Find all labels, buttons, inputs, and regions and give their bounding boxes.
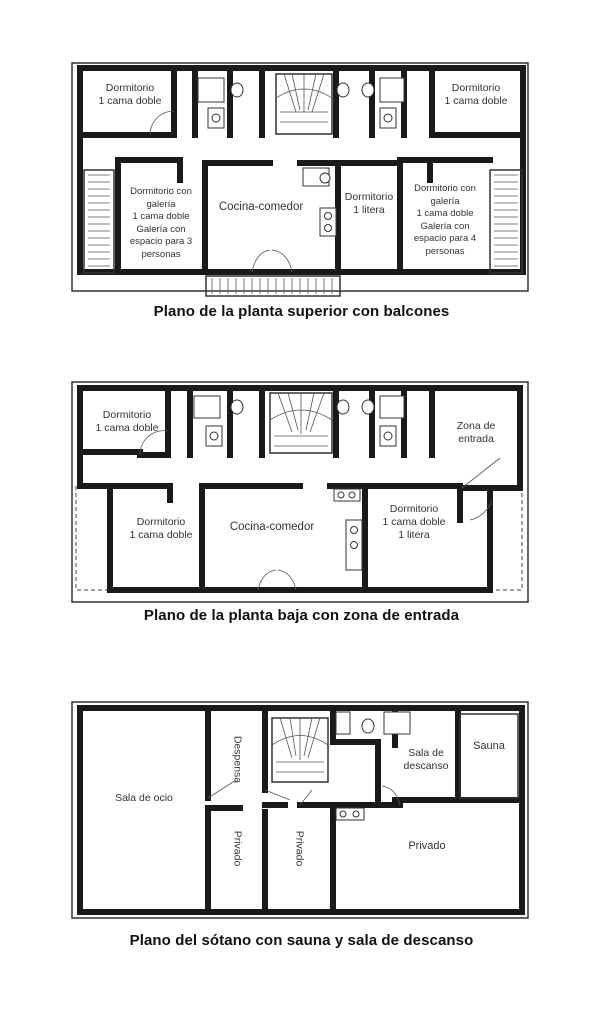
staircase-ground: [270, 393, 332, 453]
room-label-ground-bedroom-se: Dormitorio 1 cama doble 1 litera: [382, 503, 446, 541]
room-label-upper-kitchen: Cocina-comedor: [218, 201, 304, 213]
balcony-south: [206, 276, 340, 296]
room-label-basement-sauna: Sauna: [473, 740, 505, 752]
room-label-basement-private-1: Privado: [231, 830, 244, 867]
room-label-basement-leisure: Sala de ocio: [115, 792, 173, 804]
room-label-ground-entrance: Zona de entrada: [456, 420, 496, 445]
basement-caption: Plano del sótano con sauna y sala de descanso: [129, 932, 474, 949]
room-label-basement-private-2: Privado: [293, 830, 306, 867]
room-label-upper-bunk: Dormitorio 1 litera: [344, 191, 394, 216]
upper-floor-caption: Plano de la planta superior con balcones: [153, 303, 450, 320]
room-label-upper-gallery-w: Dormitorio con galería 1 cama doble Galería con espacio para 3 personas: [129, 186, 193, 260]
room-label-ground-bedroom-sw: Dormitorio 1 cama doble: [129, 516, 193, 541]
room-label-ground-bedroom-nw: Dormitorio 1 cama doble: [95, 409, 159, 434]
balcony-east: [490, 170, 522, 273]
room-label-upper-bedroom-nw: Dormitorio 1 cama doble: [98, 82, 162, 107]
staircase-upper: [276, 74, 332, 134]
room-label-upper-gallery-e: Dormitorio con galería 1 cama doble Galería con espacio para 4 personas: [413, 183, 477, 257]
room-label-upper-bedroom-ne: Dormitorio 1 cama doble: [444, 82, 508, 107]
room-label-basement-rest: Sala de descanso: [403, 747, 449, 772]
balcony-west: [84, 170, 114, 273]
room-label-basement-pantry: Despensa: [231, 735, 244, 784]
basement-plan: [72, 702, 528, 918]
room-label-basement-private-3: Privado: [408, 840, 446, 852]
room-label-ground-kitchen: Cocina-comedor: [229, 521, 315, 533]
ground-floor-caption: Plano de la planta baja con zona de entrada: [143, 607, 460, 624]
staircase-basement: [272, 718, 328, 782]
